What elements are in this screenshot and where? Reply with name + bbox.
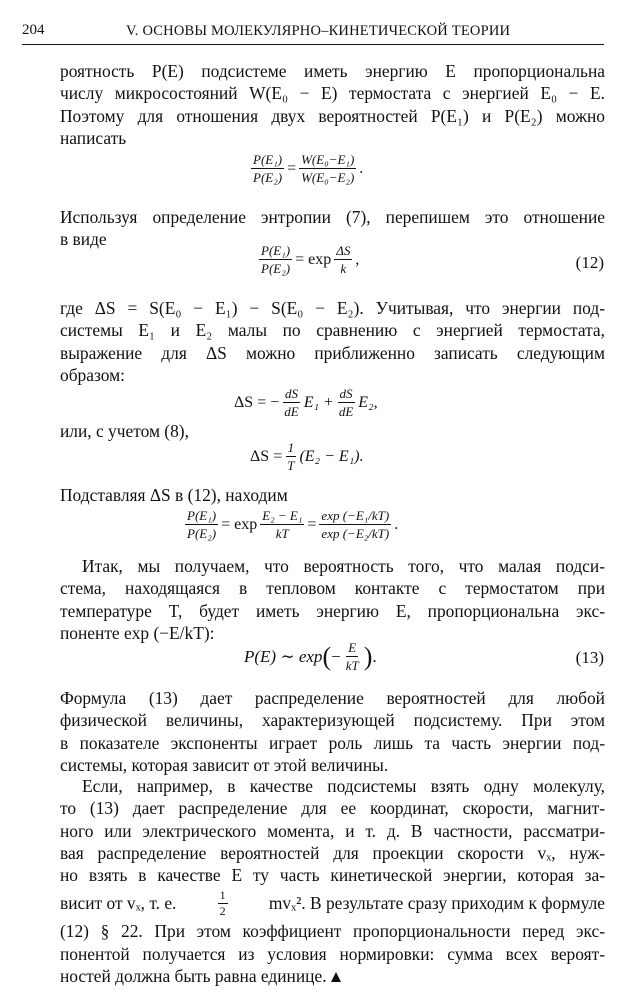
fraction-denominator: exp (−E₂/kT) xyxy=(321,526,390,541)
fraction-numerator: ΔS xyxy=(336,243,351,258)
paragraph-7 xyxy=(60,687,605,776)
paragraph-8 xyxy=(60,775,605,987)
equation-term: (E₂ − E₁). xyxy=(299,447,364,465)
text-line: роятность P(E) подсистеме иметь энергию E пропорциональна xyxy=(60,61,605,81)
fraction-numerator: 1 xyxy=(287,440,295,455)
text-line: физической величины, характеризующей подсистему. При этом xyxy=(60,710,605,731)
page-header xyxy=(22,20,604,45)
text-line-with-fraction xyxy=(60,886,605,920)
equation-substituted xyxy=(182,508,398,541)
paragraph-3 xyxy=(60,297,605,386)
equation-lhs: P(E) ∼ exp xyxy=(244,646,323,666)
equation-paren: ( xyxy=(322,641,332,671)
text-line: написать xyxy=(60,127,127,148)
fraction-numerator: P(E₁) xyxy=(187,508,217,523)
fraction-numerator: W(E₀−E₁) xyxy=(301,152,355,167)
text-segment: висит от vₓ, т. е. xyxy=(60,893,177,914)
fraction-numerator: dS xyxy=(339,386,353,401)
text-segment: mvₓ². В результате сразу приходим к формуле xyxy=(268,893,605,914)
text-line: вая распределение вероятностей для проекции скорости vₓ, нуж- xyxy=(60,842,605,863)
fraction-denominator: 2 xyxy=(219,903,226,918)
text-line: Подставляя ΔS в (12), находим xyxy=(60,485,288,505)
equation-operator: = exp xyxy=(295,250,332,268)
running-head: V. ОСНОВЫ МОЛЕКУЛЯРНО–КИНЕТИЧЕСКОЙ ТЕОРИИ xyxy=(126,23,511,39)
text-line: в показателе экспоненты играет роль лишь та часть энергии под- xyxy=(60,732,605,753)
text-line: Итак, мы получаем, что вероятность того, что малая подси- xyxy=(82,556,605,576)
fraction-numerator: E₂ − E₁ xyxy=(262,508,303,523)
fraction-denominator: W(E₀−E₂) xyxy=(301,170,355,185)
equation-punct: , xyxy=(355,250,360,268)
fraction-numerator: P(E₁) xyxy=(261,243,291,258)
text-line: понентой получается из условия нормировки: сумма всех вероят- xyxy=(60,943,605,964)
equation-operator: = exp xyxy=(221,515,258,533)
equation-term: E₂, xyxy=(358,393,378,411)
text-line: то (13) дает распределение для ее координат, скорости, магнит- xyxy=(60,798,605,819)
equation-lhs: ΔS = − xyxy=(234,393,280,411)
equation-operator: = xyxy=(307,515,317,533)
paragraph-5 xyxy=(60,484,605,506)
text-line-final xyxy=(60,965,605,987)
equation-punct: . xyxy=(359,159,364,177)
fraction-numerator: P(E₁) xyxy=(253,152,283,167)
equation-punct: . xyxy=(394,515,399,533)
equation-12 xyxy=(256,243,359,276)
text-line: системы, которая зависит от этой величины. xyxy=(60,754,389,775)
fraction-denominator: P(E₂) xyxy=(261,261,291,276)
fraction-numerator: exp (−E₁/kT) xyxy=(321,508,390,523)
equation-number-12: (12) xyxy=(575,253,604,272)
fraction-numerator: 1 xyxy=(219,887,226,902)
page-number: 204 xyxy=(22,22,45,38)
text-line: Если, например, в качестве подсистемы взять одну молекулу, xyxy=(82,776,605,796)
fraction-denominator: dE xyxy=(284,404,299,419)
equation-ds-2 xyxy=(250,440,364,473)
text-line: выражение для ΔS можно приближенно записать следующим xyxy=(60,342,605,363)
text-line: Используя определение энтропии (7), перепишем это отношение xyxy=(60,207,605,227)
fraction-denominator: k xyxy=(340,261,347,276)
fraction-numerator: E xyxy=(348,640,357,655)
paragraph-6 xyxy=(60,555,605,644)
equation-number-13: (13) xyxy=(575,648,604,667)
text-line: (12) § 22. При этом коэффициент пропорциональности перед экс- xyxy=(60,921,605,942)
text-line: Формула (13) дает распределение вероятностей для любой xyxy=(60,688,605,708)
text-line: ного или электрического момента, и т. д. В частности, рассматри- xyxy=(60,820,605,841)
equation-13 xyxy=(244,640,377,673)
text-line: где ΔS = S(E₀ − E₁) − S(E₀ − E₂). Учитывая, что энергии под- xyxy=(60,298,605,318)
text-line: или, с учетом (8), xyxy=(60,421,189,441)
text-segment: ностей должна быть равна единице. xyxy=(60,966,327,987)
end-of-proof-triangle-icon xyxy=(331,972,341,982)
fraction-denominator: kT xyxy=(345,658,359,673)
equation-paren: ) xyxy=(363,641,373,671)
text-line: числу микросостояний W(E₀ − E) термостата с энергией E₀ − E. xyxy=(60,83,605,104)
equation-term: E₁ + xyxy=(303,393,334,411)
text-line: но взять в качестве E ту часть кинетической энергии, которая за- xyxy=(60,865,605,886)
equation-operator: − xyxy=(331,646,341,666)
fraction-numerator: dS xyxy=(284,386,298,401)
text-line: поненте exp (−E/kT): xyxy=(60,622,215,643)
text-line: стема, находящаяся в тепловом контакте с термостатом при xyxy=(60,578,605,599)
equation-ratio: $\frac{\text{P(E₁)}}{\text{P(E₂)}}$ = $\frac{\text{W(E₀−E₁)}}{\text{W(E₀−E₂)}}$ . xyxy=(253,152,364,185)
paragraph-1 xyxy=(60,60,605,149)
text-line: в виде xyxy=(60,229,107,250)
text-line: системы E₁ и E₂ малы по сравнению с энергией термостата, xyxy=(60,320,605,341)
fraction-denominator: P(E₂) xyxy=(187,526,217,541)
text-line: образом: xyxy=(60,364,125,385)
paragraph-4 xyxy=(60,420,605,442)
equation-punct: . xyxy=(372,646,377,666)
text-line: температуре T, будет иметь энергию E, пропорциональна экс- xyxy=(60,600,605,621)
fraction-denominator: T xyxy=(287,458,295,473)
text-line: Поэтому для отношения двух вероятностей P(E₁) и P(E₂) можно xyxy=(60,105,605,126)
fraction-denominator: P(E₂) xyxy=(253,170,283,185)
equation-ds-1 xyxy=(234,386,378,419)
equation-lhs: ΔS = xyxy=(250,447,283,465)
fraction-denominator: dE xyxy=(338,404,354,419)
fraction-denominator: kT xyxy=(275,526,289,541)
